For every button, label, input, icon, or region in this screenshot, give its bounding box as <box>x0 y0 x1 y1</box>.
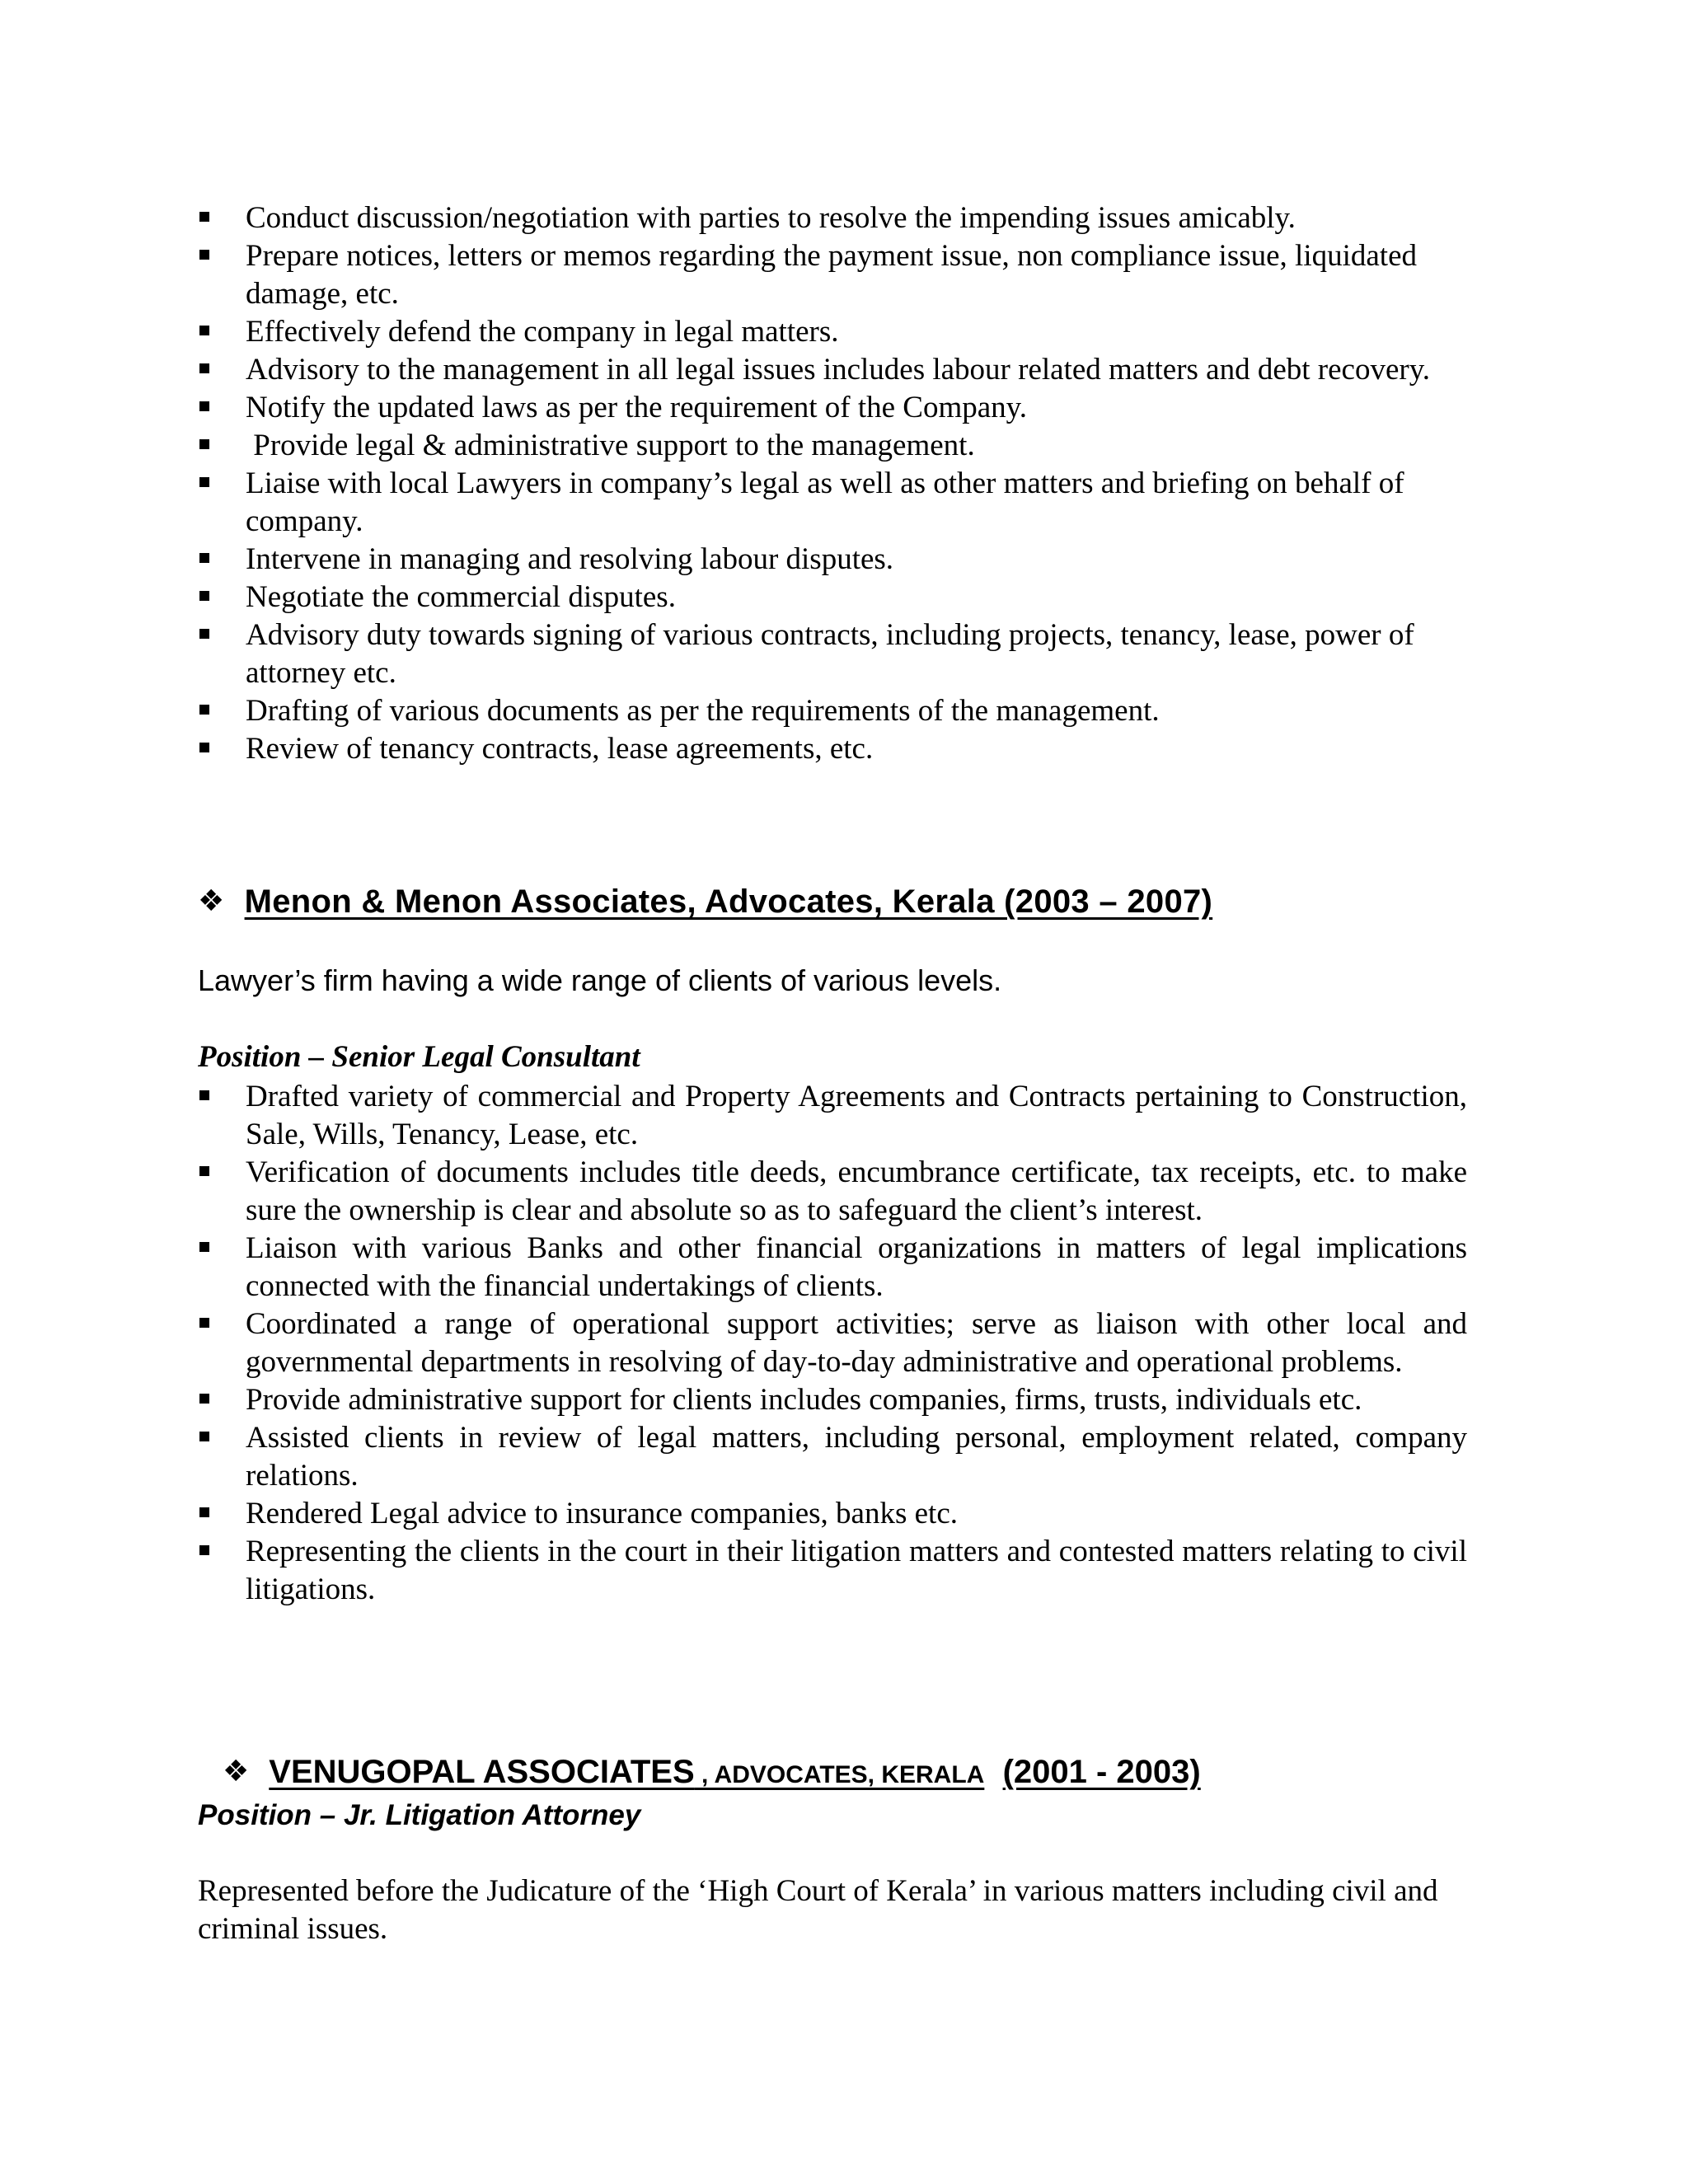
square-bullet-icon <box>199 1166 209 1176</box>
list-item: Liaison with various Banks and other financial organizations in matters of legal implications connected with the financial undertakings of clients. <box>198 1230 1467 1305</box>
list-item: Prepare notices, letters or memos regarding the payment issue, non compliance issue, liquidated damage, etc. <box>198 237 1467 313</box>
list-item: Verification of documents includes title deeds, encumbrance certificate, tax receipts, etc. to make sure the ownership is clear and absolute so as to safeguard the client’s interest. <box>198 1154 1467 1230</box>
square-bullet-icon <box>199 439 209 449</box>
list-item: Representing the clients in the court in their litigation matters and contested matters relating to civil litigations. <box>198 1533 1467 1609</box>
list-item: Coordinated a range of operational support activities; serve as liaison with other local and governmental departments in resolving of day-to-day administrative and operational problems. <box>198 1305 1467 1381</box>
square-bullet-icon <box>199 1090 209 1100</box>
list-item: Provide legal & administrative support to the management. <box>198 427 1467 465</box>
square-bullet-icon <box>199 212 209 222</box>
list-item: Provide administrative support for clients includes companies, firms, trusts, individuals etc. <box>198 1381 1467 1419</box>
square-bullet-icon <box>199 326 209 335</box>
role-description: Represented before the Judicature of the ‘High Court of Kerala’ in various matters including civil and criminal issues. <box>198 1874 1438 1946</box>
list-item: Rendered Legal advice to insurance companies, banks etc. <box>198 1495 1467 1533</box>
list-item: Review of tenancy contracts, lease agreements, etc. <box>198 730 1467 768</box>
square-bullet-icon <box>199 591 209 601</box>
list-item: Conduct discussion/negotiation with parties to resolve the impending issues amicably. <box>198 199 1467 237</box>
firm-description: Lawyer’s firm having a wide range of clients of various levels. <box>198 963 1002 997</box>
square-bullet-icon <box>199 477 209 487</box>
square-bullet-icon <box>199 1507 209 1517</box>
square-bullet-icon <box>199 705 209 715</box>
position-title: Position – Jr. Litigation Attorney <box>198 1799 641 1831</box>
list-item: Advisory to the management in all legal issues includes labour related matters and debt recovery. <box>198 351 1467 389</box>
square-bullet-icon <box>199 743 209 752</box>
four-diamond-star-icon: ❖ <box>198 883 225 917</box>
square-bullet-icon <box>199 401 209 411</box>
list-item: Assisted clients in review of legal matters, including personal, employment related, company relations. <box>198 1419 1467 1495</box>
list-item: Notify the updated laws as per the requirement of the Company. <box>198 389 1467 427</box>
list-item: Intervene in managing and resolving labour disputes. <box>198 541 1467 579</box>
square-bullet-icon <box>199 1242 209 1252</box>
list-item: Effectively defend the company in legal matters. <box>198 313 1467 351</box>
list-item: Advisory duty towards signing of various contracts, including projects, tenancy, lease, power of attorney etc. <box>198 616 1467 692</box>
square-bullet-icon <box>199 1545 209 1555</box>
list-item: Drafting of various documents as per the requirements of the management. <box>198 692 1467 730</box>
section-heading-menon: ❖ Menon & Menon Associates, Advocates, Kerala (2003 – 2007) <box>198 880 1212 922</box>
square-bullet-icon <box>199 1394 209 1404</box>
square-bullet-icon <box>199 250 209 260</box>
list-item: Drafted variety of commercial and Property Agreements and Contracts pertaining to Construction, Sale, Wills, Tenancy, Lease, etc. <box>198 1078 1467 1154</box>
position-title: Position – Senior Legal Consultant <box>198 1040 640 1074</box>
square-bullet-icon <box>199 553 209 563</box>
consultant-duties-list <box>198 1078 1467 1609</box>
four-diamond-star-icon: ❖ <box>223 1754 250 1788</box>
square-bullet-icon <box>199 629 209 639</box>
list-item: Liaise with local Lawyers in company’s legal as well as other matters and briefing on behalf of company. <box>198 465 1467 541</box>
square-bullet-icon <box>199 1318 209 1328</box>
square-bullet-icon <box>199 363 209 373</box>
duties-list <box>198 199 1467 768</box>
section-heading-venugopal: ❖ VENUGOPAL ASSOCIATES , ADVOCATES, KERALA (2001 - 2003) <box>223 1750 1201 1796</box>
list-item: Negotiate the commercial disputes. <box>198 579 1467 616</box>
square-bullet-icon <box>199 1432 209 1441</box>
